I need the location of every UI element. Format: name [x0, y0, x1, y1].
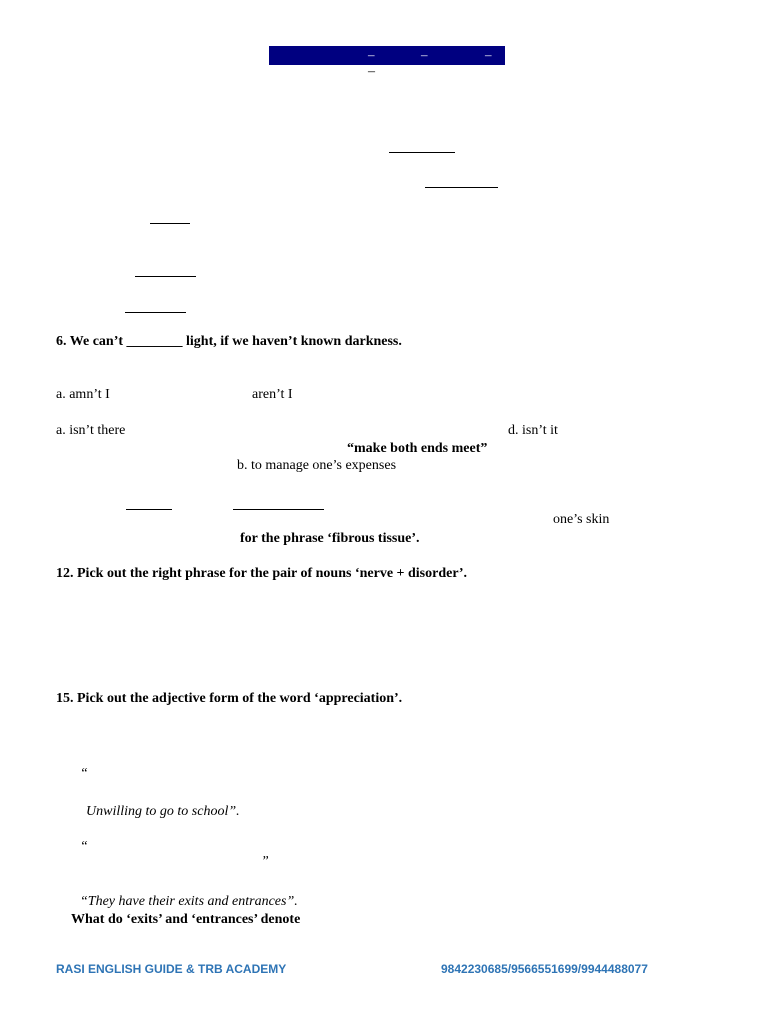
q6-option-a: a. amn’t I [56, 387, 110, 402]
header-dash-below: – [368, 64, 375, 79]
answer-blank-2 [425, 187, 498, 188]
q11-fragment: for the phrase ‘fibrous tissue’. [240, 531, 420, 546]
question-15: 15. Pick out the adjective form of the word ‘appreciation’. [56, 691, 403, 706]
footer-academy-name: RASI ENGLISH GUIDE & TRB ACADEMY [56, 962, 287, 976]
answer-blank-4 [135, 276, 196, 277]
question-6: 6. We can’t ________ light, if we haven’t known darkness. [56, 334, 402, 349]
q8-phrase: “make both ends meet” [347, 441, 488, 456]
q7-option-d: d. isn’t it [508, 423, 558, 438]
answer-blank-3 [150, 223, 190, 224]
banner-dash-3: – [485, 47, 492, 62]
banner-dash-2: – [421, 47, 428, 62]
q6-option-b: aren’t I [252, 387, 293, 402]
quote-line-3: “They have their exits and entrances”. [80, 894, 298, 909]
quote-line-1: Unwilling to go to school”. [86, 804, 240, 819]
close-quote-2: ” [261, 854, 269, 869]
header-banner [269, 46, 505, 65]
banner-dash-1: – [368, 47, 375, 62]
answer-blank-1 [389, 152, 455, 153]
answer-blank-5 [125, 312, 186, 313]
answer-blank-7 [233, 509, 324, 510]
open-quote-2: “ [80, 839, 88, 854]
q8-option-b: b. to manage one’s expenses [237, 458, 397, 473]
open-quote-1: “ [80, 766, 88, 781]
answer-blank-6 [126, 509, 172, 510]
q7-option-a: a. isn’t there [56, 423, 126, 438]
quote-question: What do ‘exits’ and ‘entrances’ denote [71, 912, 301, 927]
question-12: 12. Pick out the right phrase for the pair of nouns ‘nerve + disorder’. [56, 566, 467, 581]
q10-option: one’s skin [553, 512, 610, 527]
footer-phone-numbers: 9842230685/9566551699/9944488077 [441, 962, 648, 976]
